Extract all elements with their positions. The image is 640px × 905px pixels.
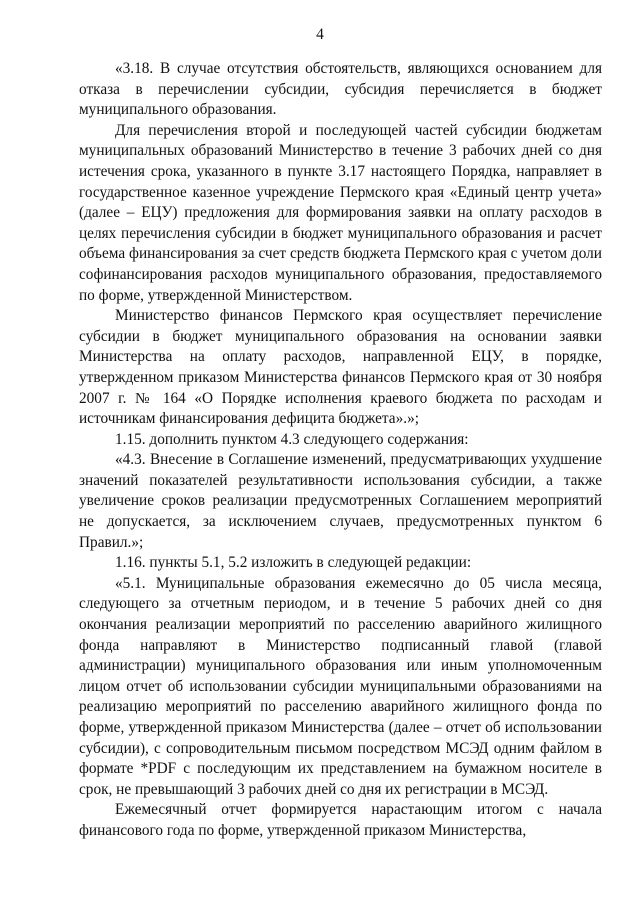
page-number: 4 [316,26,324,43]
paragraph-3-18: «3.18. В случае отсутствия обстоятельств, являющихся основанием для отказа в перечислении субсидии, субсидия перечисляется в бюджет муниципального образования. [79,60,602,119]
paragraph-finance-ministry-transfer: Министерство финансов Пермского края осуществляет перечисление субсидии в бюджет муниципального образования на основании заявки Министерства на оплату расходов, направленной ЕЦУ, в порядке, утвержденном приказом Министерства финансов Пермского края от 30 ноября 2007 г. № 164 «О Порядке исполнения краевого бюджета по расходам и источникам финансирования дефицита бюджета».»; [79,307,602,428]
document-body [79,59,602,842]
paragraph-transfer-second-part: Для перечисления второй и последующей частей субсидии бюджетам муниципальных образований Министерство в течение 3 рабочих дней со дня истечения срока, указанного в пункте 3.17 настоящего Порядка, направляет в государственное казенное учреждение Пермского края «Единый центр учета» (далее – ЕЦУ) предложения для формирования заявки на оплату расходов в целях перечисления субсидии в бюджет муниципального образования и расчет объема финансирования за счет средств бюджета Пермского края с учетом доли софинансирования расходов муниципального образования, предоставляемого по форме, утвержденной Министерством. [79,121,602,304]
paragraph-1-16: 1.16. пункты 5.1, 5.2 изложить в следующей редакции: [115,554,472,572]
paragraph-1-15: 1.15. дополнить пунктом 4.3 следующего содержания: [115,430,469,448]
paragraph-4-3: «4.3. Внесение в Соглашение изменений, предусматривающих ухудшение значений показателей результативности использования субсидии, а также увеличение сроков реализации предусмотренных Соглашением мероприятий не допускается, за исключением случаев, предусмотренных пунктом 6 Правил.»; [79,451,602,551]
paragraph-monthly-report: Ежемесячный отчет формируется нарастающим итогом с начала финансового года по форме, утвержденной приказом Министерства, [79,801,602,839]
paragraph-5-1: «5.1. Муниципальные образования ежемесячно до 05 числа месяца, следующего за отчетным периодом, и в течение 5 рабочих дней со дня окончания реализации мероприятий по расселению аварийного жилищного фонда направляют в Министерство подписанный главой (главой администрации) муниципального образования или иным уполномоченным лицом отчет об использовании субсидии муниципальными образованиями на реализацию мероприятий по расселению аварийного жилищного фонда по форме, утвержденной приказом Министерства (далее – отчет об использовании субсидии), с сопроводительным письмом посредством МСЭД одним файлом в формате *PDF с последующим их представлением на бумажном носителе в срок, не превышающий 3 рабочих дней со дня их регистрации в МСЭД. [79,574,602,798]
